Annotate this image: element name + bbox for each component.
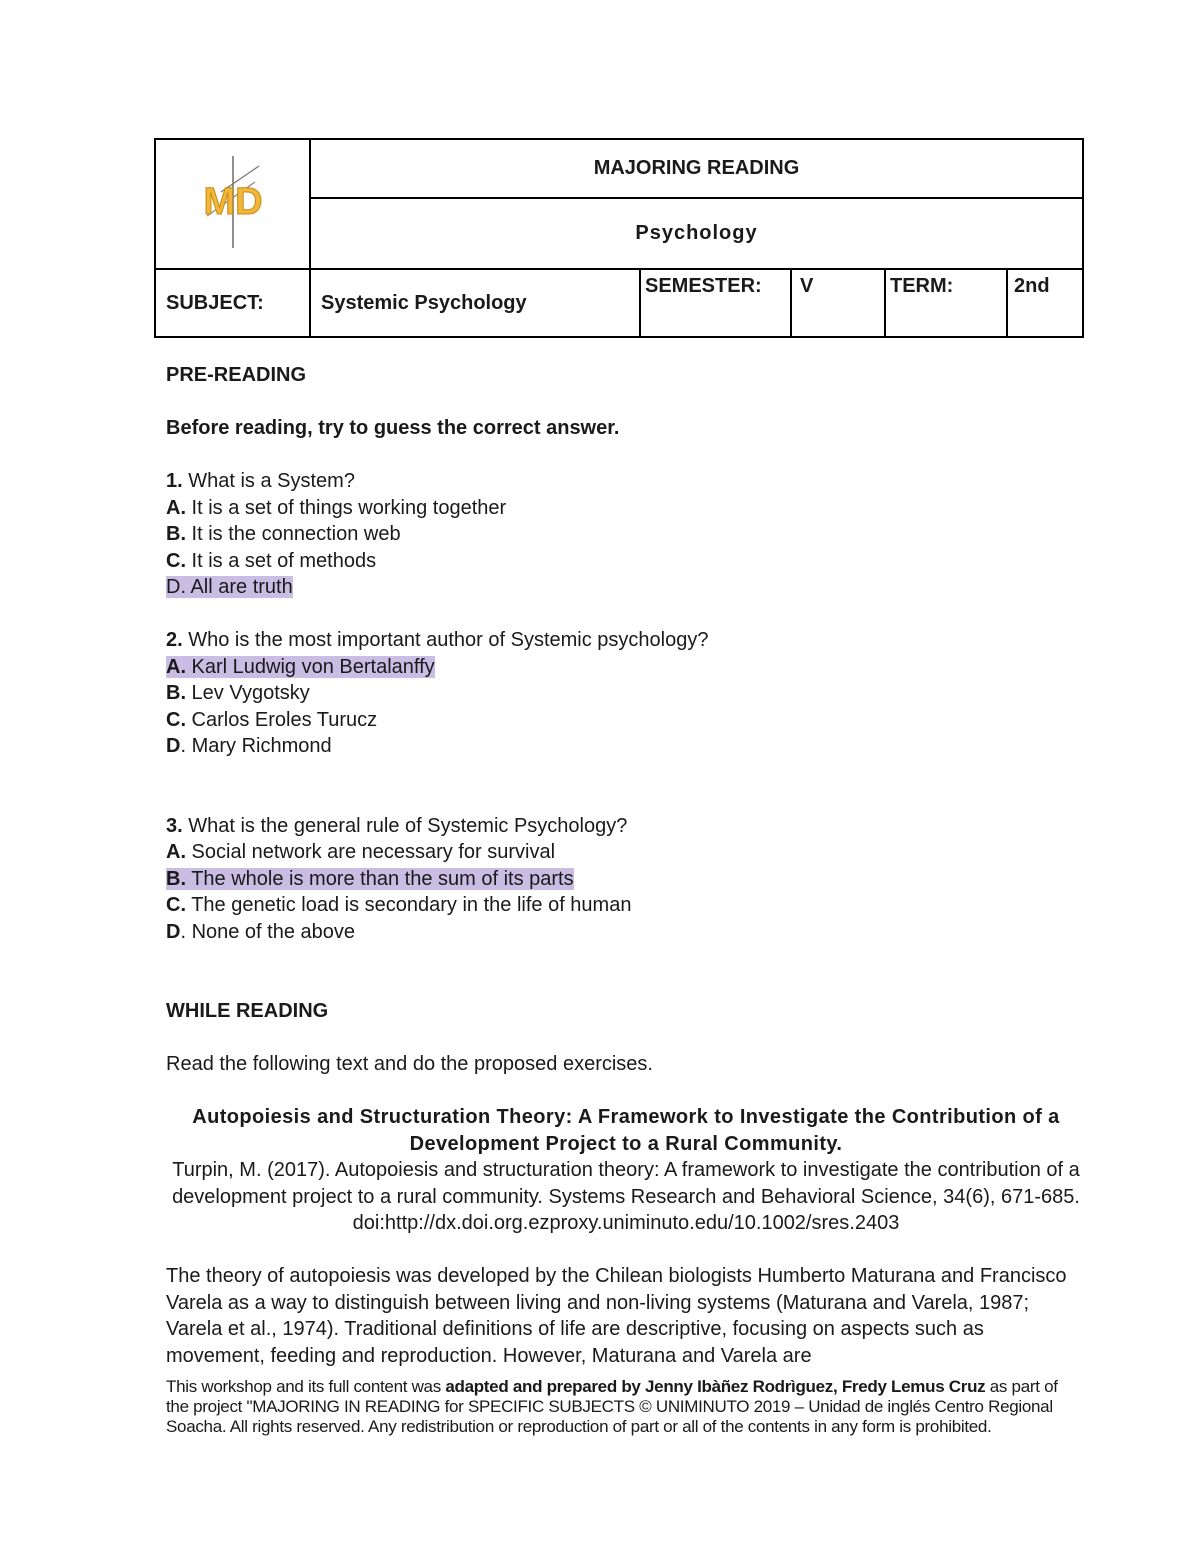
option-3c: C. The genetic load is secondary in the life of human bbox=[166, 894, 632, 916]
highlighted-answer: B. The whole is more than the sum of its parts bbox=[166, 867, 574, 890]
highlighted-answer: A. Karl Ludwig von Bertalanffy bbox=[166, 655, 435, 678]
header-table bbox=[154, 138, 1084, 338]
highlighted-answer: D. All are truth bbox=[166, 576, 293, 598]
option-2a bbox=[166, 654, 1086, 681]
term-value: 2nd bbox=[1007, 269, 1083, 337]
svg-text:MD: MD bbox=[202, 180, 263, 223]
discipline-label: Psychology bbox=[310, 198, 1083, 269]
question-text: What is the general rule of Systemic Psychology? bbox=[182, 814, 628, 837]
option-1c: C. It is a set of methods bbox=[166, 549, 377, 572]
subject-value: Systemic Psychology bbox=[310, 269, 640, 337]
article-body: The theory of autopoiesis was developed by the Chilean biologists Humberto Maturana and Francisco Varela as a way to distinguish between living and non-living systems (Maturana and Varela, 1987; Varela et al., 1974). Traditional definitions of life are descriptive, focusing on aspects such as movement, feeding and reproduction. However, Maturana and Varela are bbox=[166, 1265, 1067, 1367]
question-text: What is a System? bbox=[182, 470, 355, 492]
question-number: 3. bbox=[166, 814, 183, 837]
footer-note: This workshop and its full content was adapted and prepared by Jenny Ibàñez Rodrìguez, Fredy Lemus Cruz as part of the project "MAJORING IN READING for SPECIFIC SUBJECTS © UNIMINUTO 2019 – Unidad de inglés Centro Regional Soacha. All rights reserved. Any redistribution or reproduction of part or all of the contents in any form is prohibited. bbox=[166, 1377, 1058, 1436]
option-1b: B. It is the connection web bbox=[166, 523, 401, 545]
question-2 bbox=[166, 627, 1086, 760]
question-number: 1. bbox=[166, 470, 183, 492]
document-title: MAJORING READING bbox=[310, 139, 1083, 198]
option-3d: D. None of the above bbox=[166, 920, 356, 943]
article-citation: Turpin, M. (2017). Autopoiesis and structuration theory: A framework to investigate the contribution of a development project to a rural community. Systems Research and Behavioral Science, 34(6), 671-685. doi:http://dx.doi.org.ezproxy.uniminuto.edu/10.1002/sres.2403 bbox=[172, 1159, 1080, 1234]
logo-cell bbox=[155, 139, 310, 269]
option-2c: C. Carlos Eroles Turucz bbox=[166, 708, 378, 731]
term-label: TERM: bbox=[885, 269, 1007, 337]
option-2d: D. Mary Richmond bbox=[166, 735, 332, 757]
while-reading-heading: WHILE READING bbox=[166, 1000, 329, 1022]
md-logo bbox=[193, 152, 273, 252]
article-title: Autopoiesis and Structuration Theory: A Framework to Investigate the Contribution of a Development Project to a Rural Community. bbox=[192, 1106, 1060, 1155]
while-reading-instruction: Read the following text and do the proposed exercises. bbox=[166, 1053, 653, 1075]
option-3b bbox=[166, 866, 1086, 893]
semester-label: SEMESTER: bbox=[640, 269, 791, 337]
option-1d bbox=[166, 574, 1086, 601]
pre-reading-heading: PRE-READING bbox=[166, 364, 307, 386]
question-3 bbox=[166, 813, 1086, 946]
option-3a: A. Social network are necessary for survival bbox=[166, 841, 556, 863]
option-2b: B. Lev Vygotsky bbox=[166, 682, 310, 704]
question-text: Who is the most important author of Systemic psychology? bbox=[182, 629, 709, 651]
pre-reading-instruction: Before reading, try to guess the correct answer. bbox=[166, 417, 620, 439]
content bbox=[166, 362, 1086, 1369]
subject-label: SUBJECT: bbox=[155, 269, 310, 337]
footer-authors: adapted and prepared by Jenny Ibàñez Rodrìguez, Fredy Lemus Cruz bbox=[445, 1377, 986, 1396]
semester-value: V bbox=[791, 269, 885, 337]
question-number: 2. bbox=[166, 629, 183, 651]
option-1a: A. It is a set of things working together bbox=[166, 496, 507, 519]
question-1 bbox=[166, 468, 1086, 601]
